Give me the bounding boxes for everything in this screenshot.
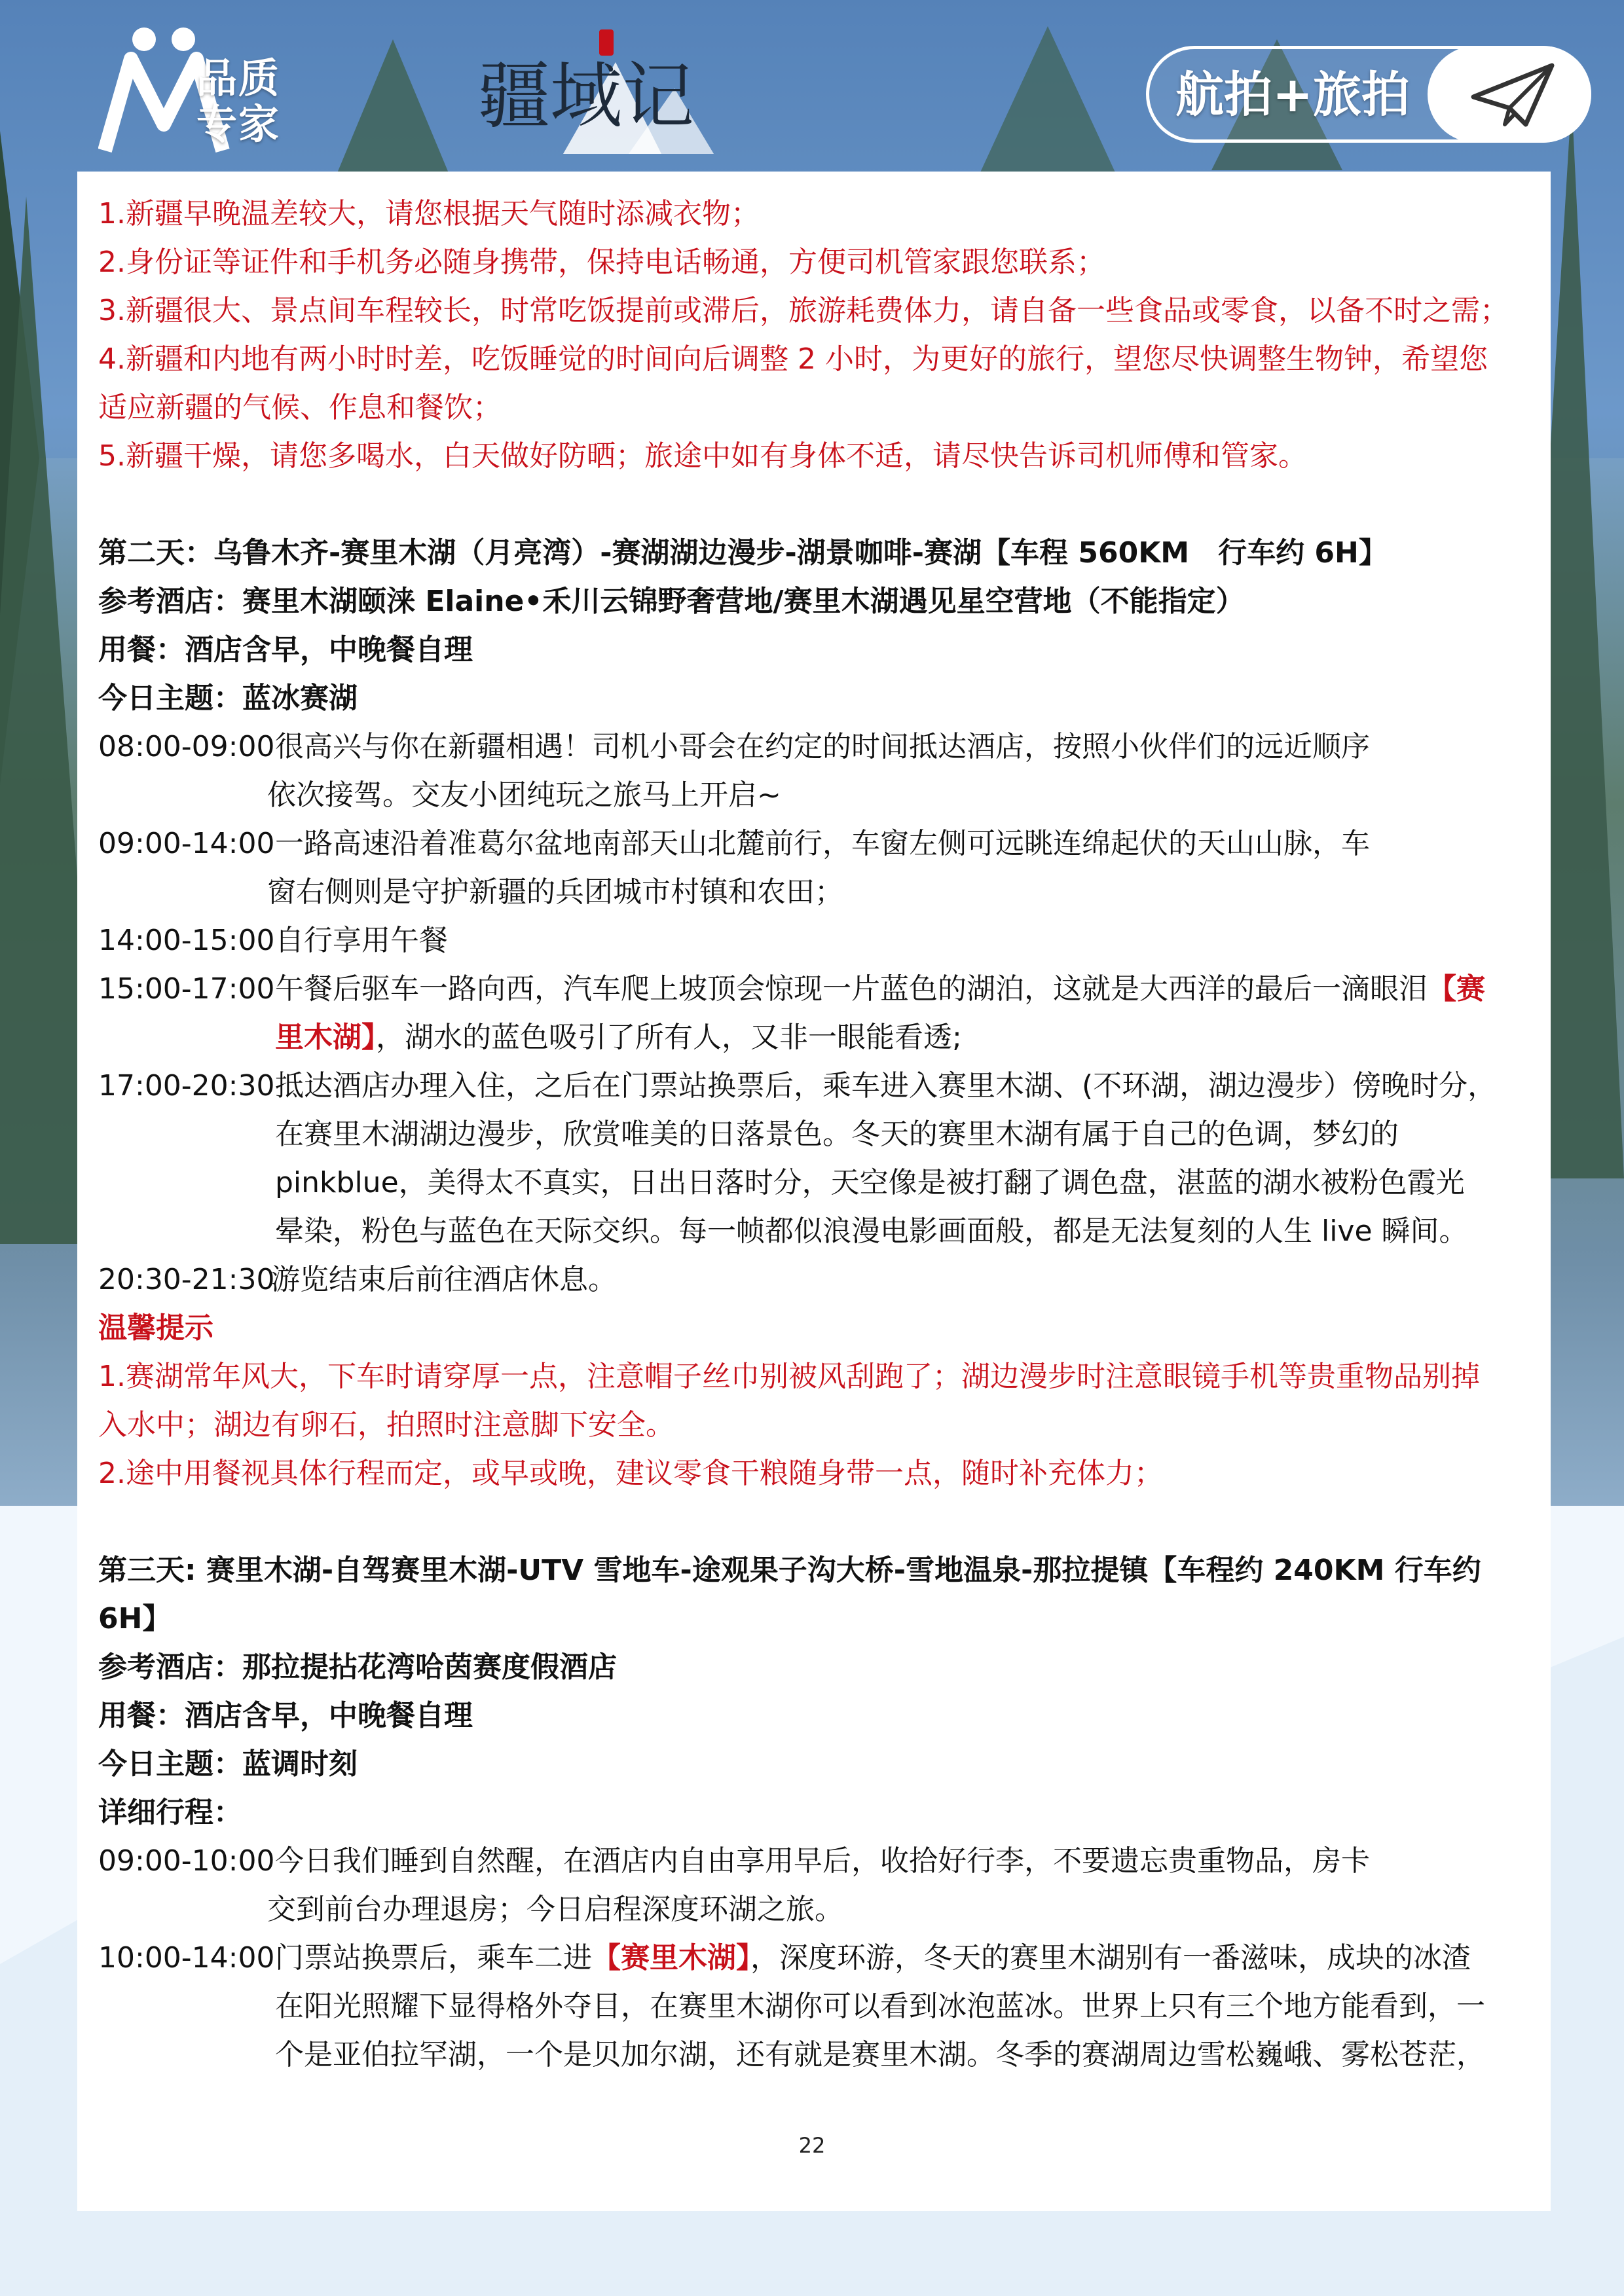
- schedule-text: 个是亚伯拉罕湖，一个是贝加尔湖，还有就是赛里木湖。冬季的赛湖周边雪松巍峨、雾松苍茫，: [275, 2038, 1485, 2071]
- tag-label: 航拍+旅拍: [1175, 67, 1411, 123]
- highlight-text: 【赛里木湖】: [592, 1941, 750, 1975]
- document-content: [98, 190, 1532, 2079]
- schedule-text: ，湖水的蓝色吸引了所有人，又非一眼能看透;: [376, 1021, 962, 1054]
- day3-theme: 今日主题：蓝调时刻: [98, 1747, 358, 1781]
- schedule-text: 午餐后驱车一路向西，汽车爬上坡顶会惊现一片蓝色的湖泊，这就是大西洋的最后一滴眼泪: [275, 972, 1428, 1006]
- day3-detail-label: 详细行程：: [98, 1796, 242, 1829]
- send-button[interactable]: [1428, 46, 1591, 143]
- schedule-text: 自行享用午餐: [275, 924, 448, 957]
- schedule-time: 20:30-21:30: [98, 1263, 275, 1296]
- schedule-row: [98, 917, 1532, 965]
- paper-plane-icon: [1428, 46, 1591, 143]
- schedule-time: 15:00-17:00: [98, 972, 275, 1006]
- day2-title: 第二天：乌鲁木齐-赛里木湖（月亮湾）-赛湖湖边漫步-湖景咖啡-赛湖【车程 560KM 行车约 6H】: [98, 536, 1388, 570]
- highlight-text: 里木湖】: [275, 1021, 376, 1054]
- schedule-time: 14:00-15:00: [98, 924, 275, 957]
- schedule-row: [98, 723, 1532, 820]
- schedule-text: 门票站换票后，乘车二进: [275, 1941, 592, 1975]
- tip-line: 5.新疆干燥，请您多喝水，白天做好防晒；旅途中如有身体不适，请尽快告诉司机师傅和管家。: [98, 439, 1307, 473]
- schedule-row: [98, 965, 1532, 1062]
- schedule-text: 在赛里木湖湖边漫步，欣赏唯美的日落景色。冬天的赛里木湖有属于自己的色调，梦幻的: [275, 1118, 1399, 1151]
- tip-line: 3.新疆很大、景点间车程较长，时常吃饭提前或滞后，旅游耗费体力，请自备一些食品或零食，以备不时之需；: [98, 294, 1509, 327]
- day2-theme: 今日主题：蓝冰赛湖: [98, 682, 358, 715]
- schedule-time: 09:00-14:00: [98, 827, 275, 860]
- tip-line: 适应新疆的气候、作息和餐饮；: [98, 391, 502, 424]
- day3-meal: 用餐：酒店含早，中晚餐自理: [98, 1699, 473, 1732]
- tip-line: 入水中；湖边有卵石，拍照时注意脚下安全。: [98, 1408, 674, 1442]
- schedule-time: 17:00-20:30: [98, 1069, 275, 1102]
- day3-title-cont: 6H】: [98, 1602, 172, 1635]
- schedule-text: 晕染，粉色与蓝色在天际交织。每一帧都似浪漫电影画面般，都是无法复刻的人生 live 瞬间。: [275, 1214, 1468, 1248]
- schedule-text: 交到前台办理退房；今日启程深度环湖之旅。: [267, 1893, 843, 1926]
- schedule-text: 在阳光照耀下显得格外夺目，在赛里木湖你可以看到冰泡蓝冰。世界上只有三个地方能看到，一: [275, 1990, 1485, 2023]
- schedule-text: 游览结束后前往酒店休息。: [271, 1263, 617, 1296]
- schedule-text: 窗右侧则是守护新疆的兵团城市村镇和农田；: [267, 875, 843, 909]
- schedule-row: [98, 1062, 1532, 1256]
- schedule-text: 一路高速沿着准葛尔盆地南部天山北麓前行，车窗左侧可远眺连绵起伏的天山山脉，车: [275, 827, 1370, 860]
- schedule-text: ，深度环游，冬天的赛里木湖别有一番滋味，成块的冰渣: [750, 1941, 1471, 1975]
- tip-line: 2.途中用餐视具体行程而定，或早或晚，建议零食干粮随身带一点，随时补充体力；: [98, 1457, 1163, 1490]
- schedule-row: [98, 1837, 1532, 1934]
- schedule-text: 很高兴与你在新疆相遇！司机小哥会在约定的时间抵达酒店，按照小伙伴们的远近顺序: [275, 730, 1370, 763]
- day3-hotel: 参考酒店：那拉提拈花湾哈茵赛度假酒店: [98, 1650, 617, 1684]
- highlight-text: 【赛: [1428, 972, 1485, 1006]
- tip-line: 4.新疆和内地有两小时时差，吃饭睡觉的时间向后调整 2 小时，为更好的旅行，望您尽快调整生物钟，希望您: [98, 342, 1488, 376]
- page-number: 22: [798, 2133, 826, 2158]
- tip-line: 1.赛湖常年风大，下车时请穿厚一点，注意帽子丝巾别被风刮跑了；湖边漫步时注意眼镜手机等贵重物品别掉: [98, 1360, 1480, 1393]
- schedule-row: [98, 820, 1532, 917]
- schedule-time: 09:00-10:00: [98, 1844, 275, 1878]
- logo-text: 品质 专家: [196, 54, 281, 148]
- schedule-text: 抵达酒店办理入住，之后在门票站换票后，乘车进入赛里木湖、(不环湖，湖边漫步）傍晚时分，: [275, 1069, 1497, 1102]
- brand-calligraphy-icon: [465, 23, 714, 173]
- schedule-text: 今日我们睡到自然醒，在酒店内自由享用早后，收拾好行李，不要遗忘贵重物品，房卡: [275, 1844, 1370, 1878]
- schedule-time: 08:00-09:00: [98, 730, 275, 763]
- day2-meal: 用餐：酒店含早，中晚餐自理: [98, 633, 473, 666]
- day2-hotel: 参考酒店：赛里木湖颐涞 Elaine•禾川云锦野奢营地/赛里木湖遇见星空营地（不能指定）: [98, 585, 1245, 618]
- tips-title: 温馨提示: [98, 1311, 213, 1345]
- tip-line: 1.新疆早晚温差较大，请您根据天气随时添减衣物；: [98, 197, 760, 230]
- tip-line: 2.身份证等证件和手机务必随身携带，保持电话畅通，方便司机管家跟您联系；: [98, 246, 1105, 279]
- schedule-row: [98, 1256, 1532, 1304]
- svg-text:疆域记: 疆域记: [478, 54, 694, 138]
- day3-title: 第三天: 赛里木湖-自驾赛里木湖-UTV 雪地车-途观果子沟大桥-雪地温泉-那拉提镇【车程约 240KM 行车约: [98, 1554, 1481, 1587]
- schedule-time: 10:00-14:00: [98, 1941, 275, 1975]
- schedule-text: pinkblue，美得太不真实，日出日落时分，天空像是被打翻了调色盘，湛蓝的湖水被粉色霞光: [275, 1166, 1465, 1199]
- schedule-text: 依次接驾。交友小团纯玩之旅马上开启~: [267, 778, 781, 812]
- schedule-row: [98, 1934, 1532, 2079]
